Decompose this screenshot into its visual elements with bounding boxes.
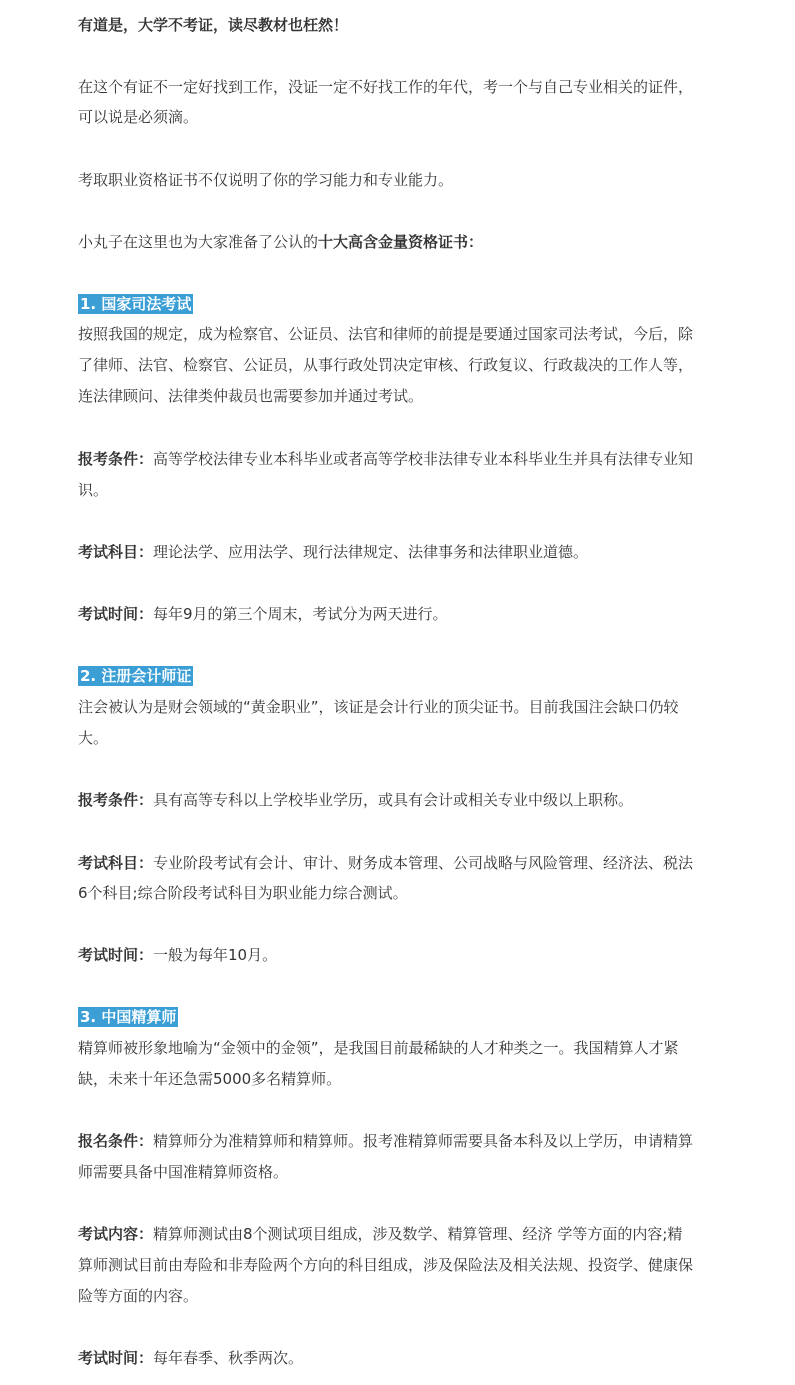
section-2-field-3 xyxy=(78,945,277,965)
section-1-field-3-label: 考试时间： xyxy=(78,605,154,623)
section-2-field-2-value: 专业阶段考试有会计、审计、财务成本管理、公司战略与风险管理、经济法、税法 xyxy=(153,854,694,872)
section-3-field-1-label: 报名条件： xyxy=(78,1132,154,1150)
section-1-field-3 xyxy=(78,604,448,624)
section-1-field-1-label: 报考条件： xyxy=(78,450,154,468)
intro-heading: 有道是，大学不考证，读尽教材也枉然！ xyxy=(78,16,349,34)
section-2-field-2 xyxy=(78,853,693,873)
section-2-title: 2. 注册会计师证 xyxy=(80,667,192,685)
section-3-field-2-label: 考试内容： xyxy=(78,1225,154,1243)
section-3-field-1-value: 精算师分为准精算师和精算师。报考准精算师需要具备本科及以上学历，申请精算 xyxy=(153,1132,694,1150)
section-3-field-2-line-2: 算师测试目前由寿险和非寿险两个方向的科目组成，涉及保险法及相关法规、投资学、健康保 xyxy=(78,1256,694,1274)
section-2-field-1-value: 具有高等专科以上学校毕业学历，或具有会计或相关专业中级以上职称。 xyxy=(153,791,634,809)
section-2-field-2-line-2: 6个科目;综合阶段考试科目为职业能力综合测试。 xyxy=(78,884,408,902)
section-1-field-3-value: 每年9月的第三个周末，考试分为两天进行。 xyxy=(153,605,448,623)
intro-paragraph-3-bold: 十大高含金量资格证书： xyxy=(318,233,484,251)
section-2-desc-line-2: 大。 xyxy=(78,729,109,747)
section-3-field-2 xyxy=(78,1224,682,1244)
section-3-field-2-line-3: 险等方面的内容。 xyxy=(78,1287,199,1305)
section-2-desc-line-1: 注会被认为是财会领域的“黄金职业”，该证是会计行业的顶尖证书。目前我国注会缺口仍较 xyxy=(78,698,679,716)
section-1-field-1-value: 高等学校法律专业本科毕业或者高等学校非法律专业本科毕业生并具有法律专业知 xyxy=(153,450,694,468)
section-1-field-1 xyxy=(78,449,693,469)
section-2-field-3-label: 考试时间： xyxy=(78,946,154,964)
section-2-field-1-label: 报考条件： xyxy=(78,791,154,809)
section-3-desc-line-1: 精算师被形象地喻为“金领中的金领”，是我国目前最稀缺的人才种类之一。我国精算人才紧 xyxy=(78,1039,679,1057)
intro-paragraph-1-line-1: 在这个有证不一定好找到工作，没证一定不好找工作的年代，考一个与自己专业相关的证件， xyxy=(78,78,694,96)
intro-paragraph-2: 考取职业资格证书不仅说明了你的学习能力和专业能力。 xyxy=(78,171,454,189)
section-2-field-3-value: 一般为每年10月。 xyxy=(153,946,278,964)
intro-paragraph-3 xyxy=(78,232,483,252)
section-3-field-3-label: 考试时间： xyxy=(78,1349,154,1367)
section-2-field-2-label: 考试科目： xyxy=(78,854,154,872)
section-1-desc-line-1: 按照我国的规定，成为检察官、公证员、法官和律师的前提是要通过国家司法考试，今后，除 xyxy=(78,325,694,343)
section-2-title-wrap xyxy=(78,666,193,686)
intro-paragraph-3-text: 小丸子在这里也为大家准备了公认的 xyxy=(78,233,319,251)
section-1-field-2-label: 考试科目： xyxy=(78,543,154,561)
section-1-title-wrap xyxy=(78,294,193,314)
section-3-field-1 xyxy=(78,1131,693,1151)
section-3-field-3-value: 每年春季、秋季两次。 xyxy=(153,1349,304,1367)
section-3-field-2-value: 精算师测试由8个测试项目组成，涉及数学、精算管理、经济 学等方面的内容;精 xyxy=(153,1225,683,1243)
section-1-field-1-line-2: 识。 xyxy=(78,481,109,499)
section-3-desc-line-2: 缺，未来十年还急需5000多名精算师。 xyxy=(78,1070,342,1088)
section-1-desc-line-2: 了律师、法官、检察官、公证员，从事行政处罚决定审核、行政复议、行政裁决的工作人等， xyxy=(78,356,694,374)
section-3-title-wrap xyxy=(78,1007,178,1027)
section-1-desc-line-3: 连法律顾问、法律类仲裁员也需要参加并通过考试。 xyxy=(78,387,424,405)
section-1-title: 1. 国家司法考试 xyxy=(80,295,192,313)
section-1-field-2-value: 理论法学、应用法学、现行法律规定、法律事务和法律职业道德。 xyxy=(153,543,589,561)
section-3-field-3 xyxy=(78,1348,303,1368)
section-2-field-1 xyxy=(78,790,633,810)
section-3-title: 3. 中国精算师 xyxy=(80,1008,177,1026)
section-1-field-2 xyxy=(78,542,588,562)
intro-paragraph-1-line-2: 可以说是必须滴。 xyxy=(78,108,199,126)
section-3-field-1-line-2: 师需要具备中国准精算师资格。 xyxy=(78,1163,289,1181)
